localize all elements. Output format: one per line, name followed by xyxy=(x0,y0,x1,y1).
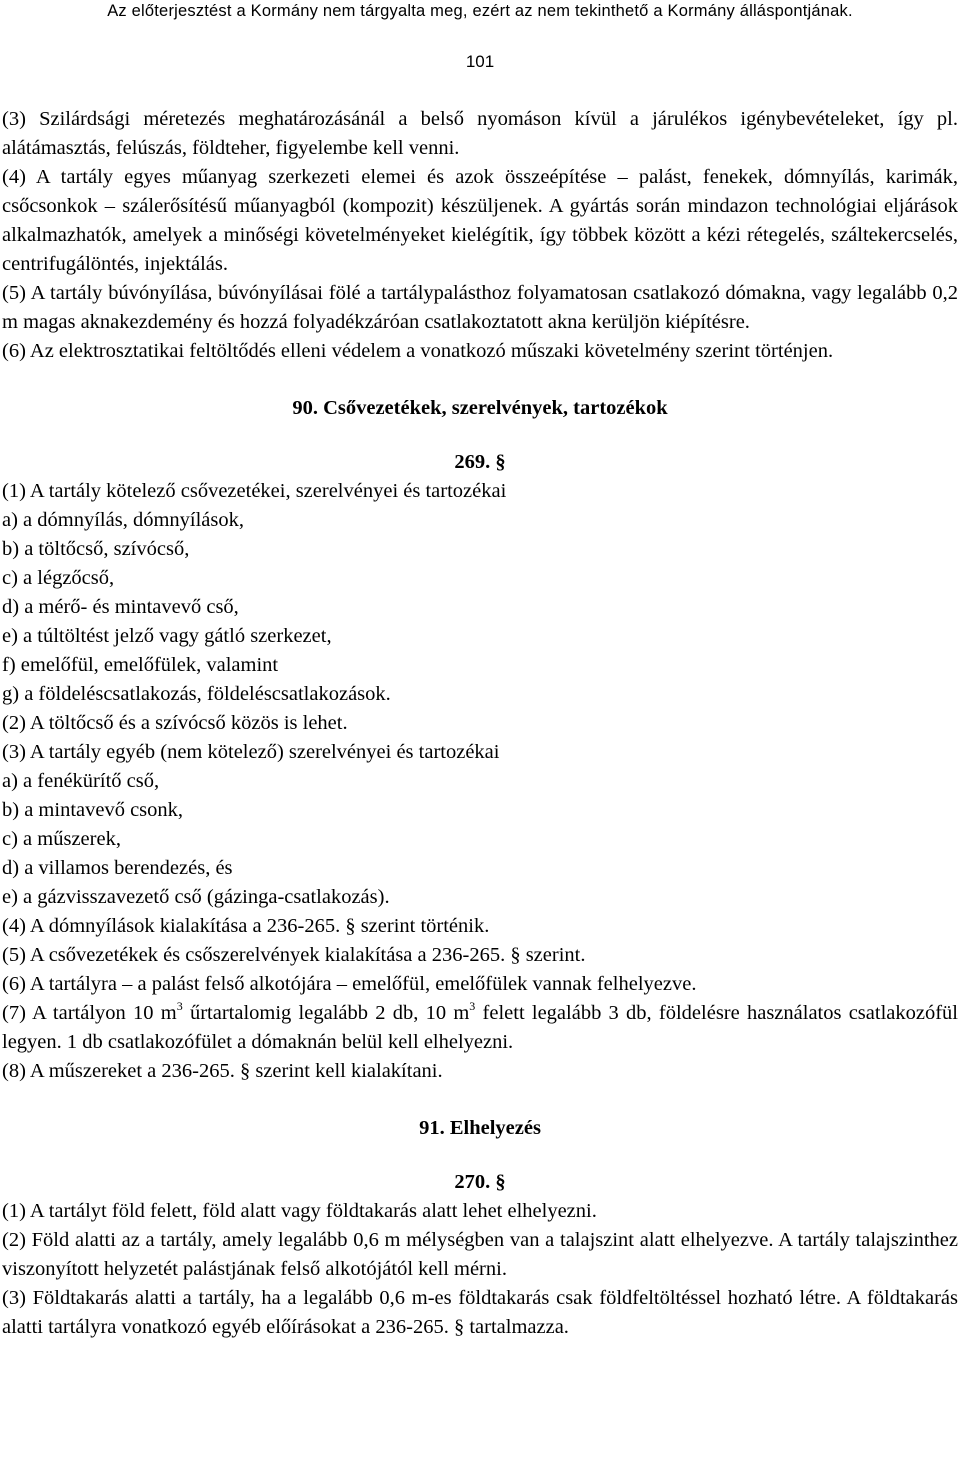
s269-line: d) a mérő- és mintavevő cső, xyxy=(2,596,239,618)
s269-line: b) a töltőcső, szívócső, xyxy=(2,538,190,560)
s269-line: c) a légzőcső, xyxy=(2,567,115,589)
superscript-3: 3 xyxy=(469,999,476,1013)
s269-line: (3) A tartály egyéb (nem kötelező) szerelvényei és tartozékai xyxy=(2,741,500,763)
s269-line: g) a földeléscsatlakozás, földeléscsatlakozások. xyxy=(2,683,391,705)
p7-part-a: (7) A tartályon 10 m xyxy=(2,1002,177,1024)
superscript-3: 3 xyxy=(176,999,183,1013)
chapter-90-heading: 90. Csővezetékek, szerelvények, tartozékok xyxy=(292,397,668,419)
p7-part-b: űrtartalomig legalább 2 db, 10 m xyxy=(182,1002,470,1024)
s269-line: a) a dómnyílás, dómnyílások, xyxy=(2,509,244,531)
running-header: Az előterjesztést a Kormány nem tárgyalta meg, ezért az nem tekinthető a Kormány álláspontjának. xyxy=(107,2,853,20)
paragraph-4: (4) A tartály egyes műanyag szerkezeti elemei és azok összeépítése – palást, fenekek, dómnyílás, karimák, csőcsonkok – szálerősítésű műanyagból (kompozit) készüljenek. A gyártás során mindazon technológiai eljárások alkalmazhatók, amelyek a minőségi követelményeket kielégítik, így többek között a kézi rétegelés, száltekercselés, centrifugálöntés, injektálás. xyxy=(2,166,958,275)
s269-line: e) a túltöltést jelző vagy gátló szerkezet, xyxy=(2,625,332,647)
section-270-heading: 270. § xyxy=(454,1171,506,1193)
s270-paragraph-2: (2) Föld alatti az a tartály, amely legalább 0,6 m mélységben van a talajszint alatt elhelyezve. A tartály talajszinthez viszonyított helyzetét palástjának felső alkotójától kell mérni. xyxy=(2,1229,958,1280)
s269-paragraph-8: (8) A műszereket a 236-265. § szerint kell kialakítani. xyxy=(2,1060,443,1082)
paragraph-3: (3) Szilárdsági méretezés meghatározásánál a belső nyomáson kívül a járulékos igénybevételeket, így pl. alátámasztás, felúszás, földteher, figyelembe kell venni. xyxy=(2,108,958,159)
s269-line: e) a gázvisszavezető cső (gázinga-csatlakozás). xyxy=(2,886,390,908)
s269-line: (5) A csővezetékek és csőszerelvények kialakítása a 236-265. § szerint. xyxy=(2,944,586,966)
s270-paragraph-3: (3) Földtakarás alatti a tartály, ha a legalább 0,6 m-es földtakarás csak földfeltöltéssel hozható létre. A földtakarás alatti tartályra vonatkozó egyéb előírásokat a 236-265. § tartalmazza. xyxy=(2,1287,958,1338)
paragraph-6: (6) Az elektrosztatikai feltöltődés elleni védelem a vonatkozó műszaki követelmény szerint történjen. xyxy=(2,340,834,362)
s269-line: (1) A tartály kötelező csővezetékei, szerelvényei és tartozékai xyxy=(2,480,507,502)
page-number: 101 xyxy=(465,52,495,71)
chapter-91-heading: 91. Elhelyezés xyxy=(419,1117,541,1139)
s269-line: b) a mintavevő csonk, xyxy=(2,799,184,821)
s269-line: a) a fenékürítő cső, xyxy=(2,770,160,792)
s269-paragraph-7 xyxy=(2,999,958,1057)
s270-paragraph-1: (1) A tartályt föld felett, föld alatt vagy földtakarás alatt lehet elhelyezni. xyxy=(2,1200,597,1222)
s269-line: (4) A dómnyílások kialakítása a 236-265. § szerint történik. xyxy=(2,915,490,937)
s269-line: (6) A tartályra – a palást felső alkotójára – emelőfül, emelőfülek vannak felhelyezve. xyxy=(2,973,697,995)
s269-line: f) emelőfül, emelőfülek, valamint xyxy=(2,654,279,676)
p7-part-c: felett legalább 3 db, földelésre használatos csatlakozófül legyen. 1 db csatlakozófület a dómaknán belül kell elhelyezni. xyxy=(2,1002,958,1053)
s269-line: (2) A töltőcső és a szívócső közös is lehet. xyxy=(2,712,348,734)
paragraph-5: (5) A tartály búvónyílása, búvónyílásai fölé a tartálypalásthoz folyamatosan csatlakozó dómakna, vagy legalább 0,2 m magas aknakezdemény és hozzá folyadékzáróan csatlakoztatott akna kerüljön kiépítésre. xyxy=(2,282,958,333)
document-body xyxy=(2,105,958,1342)
section-269-heading: 269. § xyxy=(454,451,506,473)
s269-line: d) a villamos berendezés, és xyxy=(2,857,233,879)
s269-line: c) a műszerek, xyxy=(2,828,121,850)
